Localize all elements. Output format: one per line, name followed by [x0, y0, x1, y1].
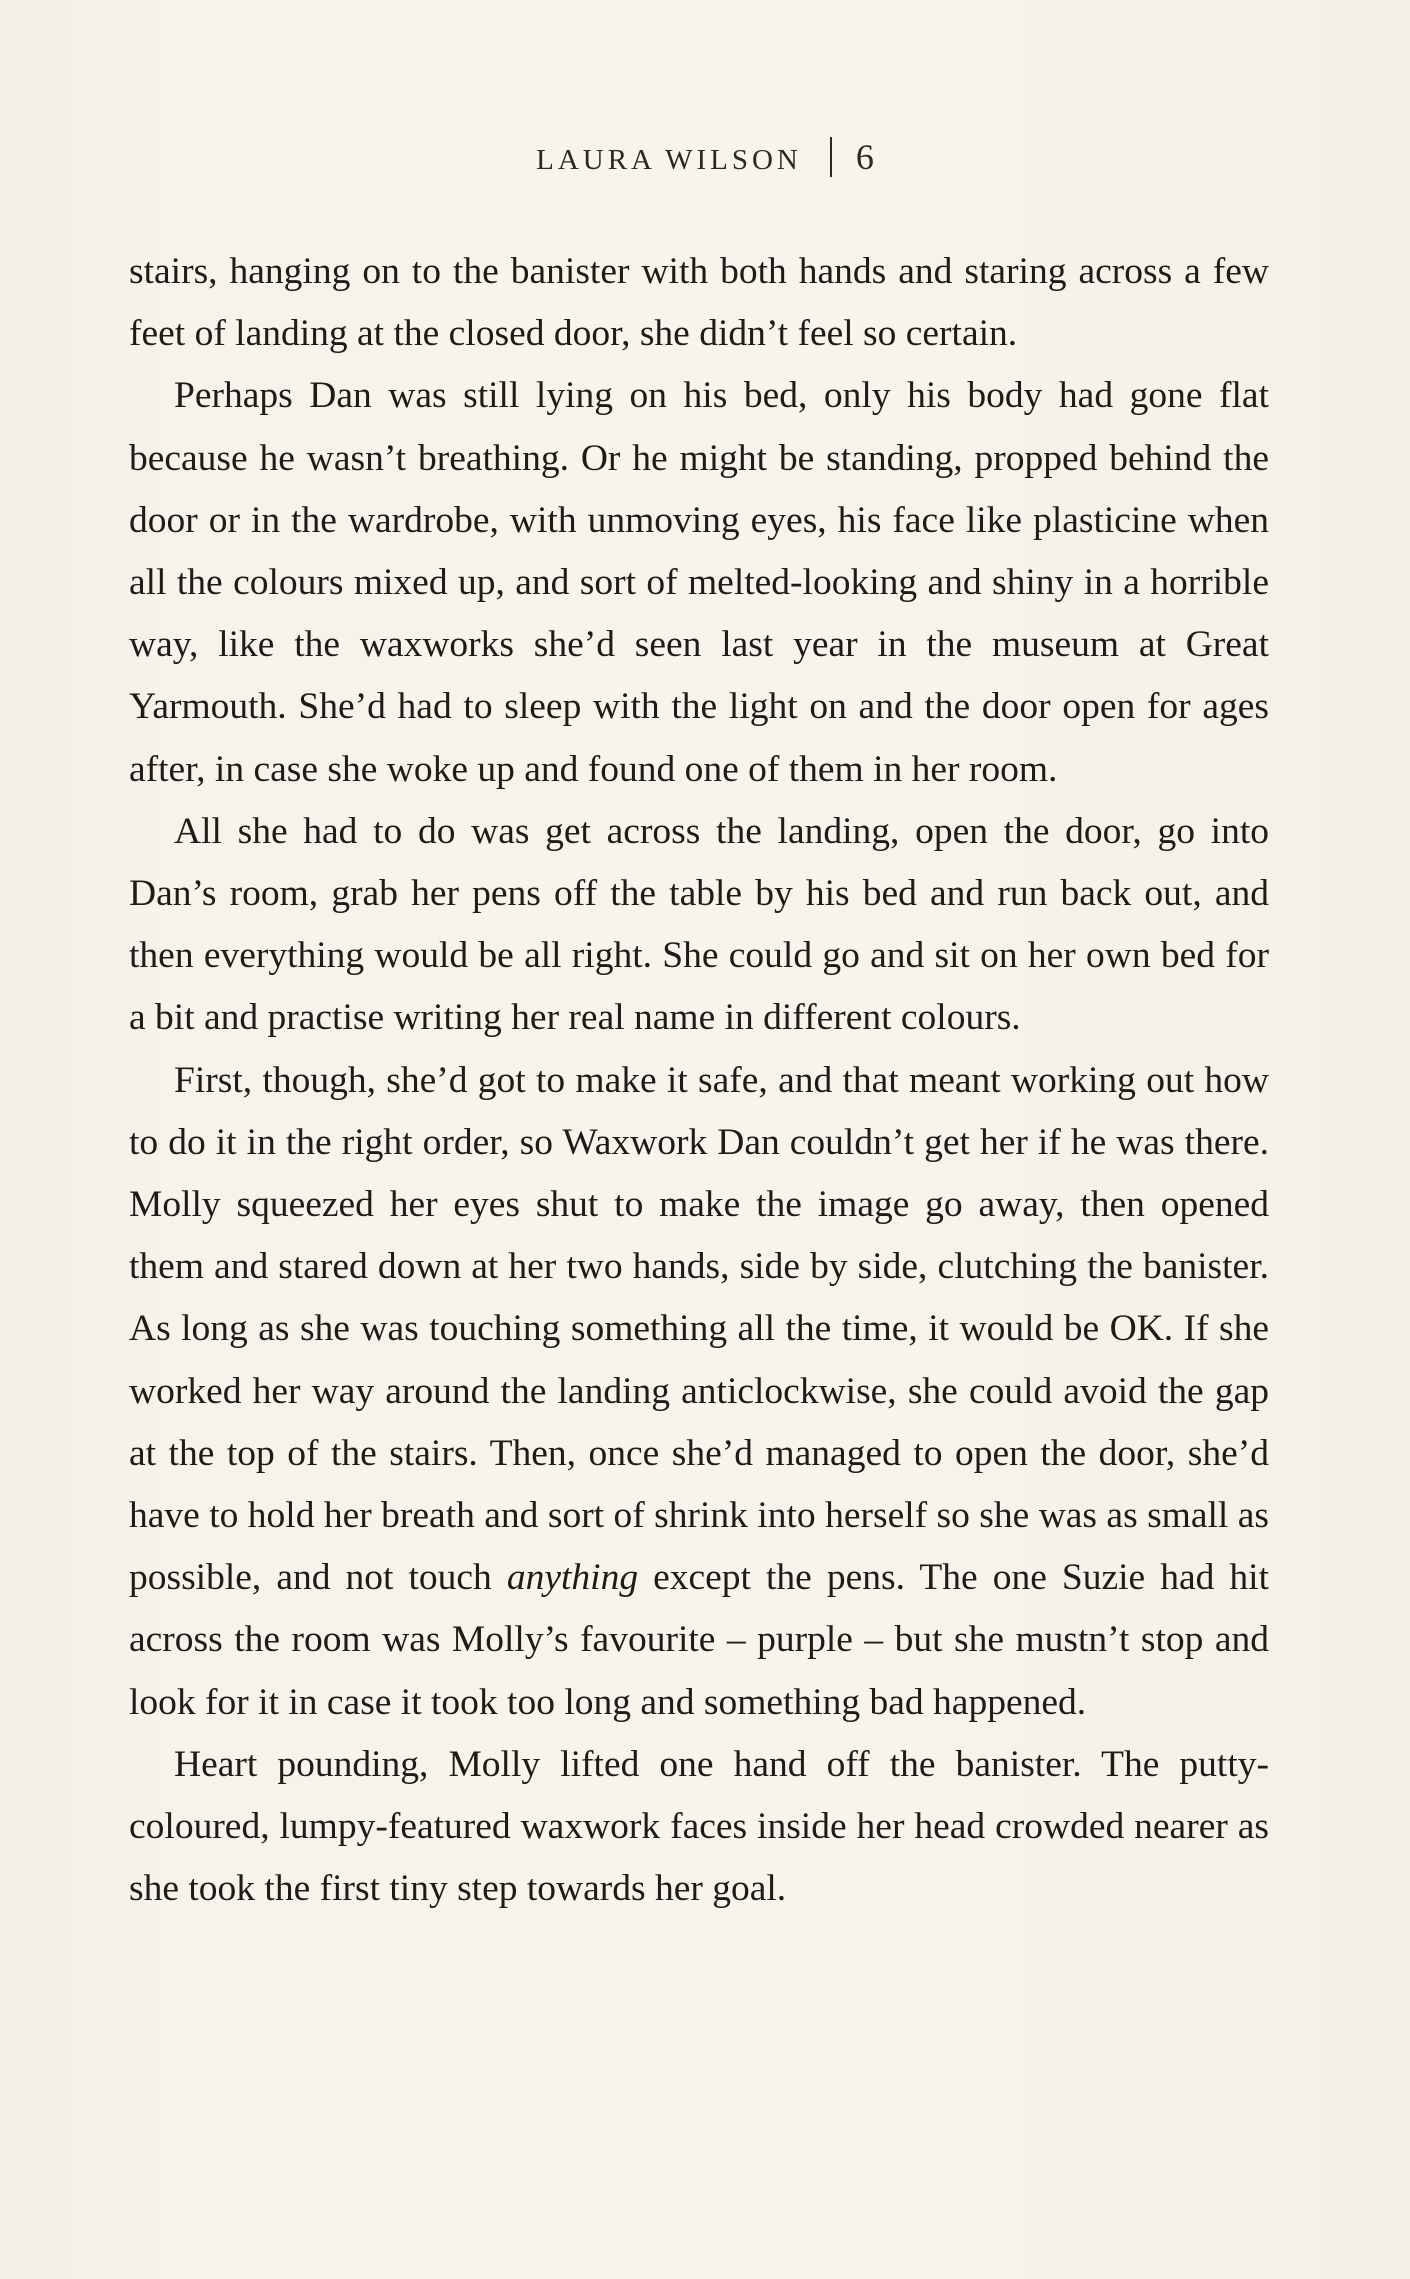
- paragraph-3: [129, 801, 1269, 1050]
- page-number: 6: [855, 137, 874, 177]
- paragraph-2: [129, 365, 1269, 800]
- paragraph-text: All she had to do was get across the landing, open the door, go into Dan’s room, grab her pens off the table by his bed and run back out, and then everything would be all right. She could go and sit on her own bed for a bit and practise writing her real name in different colours.: [129, 810, 1269, 1039]
- running-header: [0, 136, 1410, 178]
- paragraph-text-continued: except the pens. The one Suzie had hit across the room was Molly’s favourite – purple – but she mustn’t stop and look for it in case it took too long and something bad happened.: [129, 1557, 1270, 1723]
- paragraph-text: Heart pounding, Molly lifted one hand off the banister. The putty-coloured, lumpy-featured waxwork faces inside her head crowded nearer as she took the first tiny step towards her goal.: [129, 1743, 1269, 1910]
- paragraph-1: [129, 241, 1269, 365]
- paragraph-text: First, though, she’d got to make it safe, and that meant working out how to do it in the right order, so Waxwork Dan couldn’t get her if he was there. Molly squeezed her eyes shut to make the image go away, then opened them and stared down at her two hands, side by side, clutching the banister. As long as she was touching something all the time, it would be OK. If she worked her way around the landing anticlockwise, she could avoid the gap at the top of the stairs. Then, once she’d managed to open the door, she’d have to hold her breath and sort of shrink into herself so she was as small as possible, and not touch: [129, 1059, 1269, 1599]
- paragraph-5: [129, 1734, 1269, 1921]
- body-text: [129, 241, 1269, 1920]
- emphasized-word: anything: [506, 1557, 639, 1599]
- author-name: LAURA WILSON: [536, 144, 802, 176]
- paragraph-4: [129, 1050, 1269, 1734]
- header-separator: [830, 137, 832, 177]
- paragraph-text: Perhaps Dan was still lying on his bed, only his body had gone flat because he wasn’t breathing. Or he might be standing, propped behind the door or in the wardrobe, with unmoving eyes, his face like plasticine when all the colours mixed up, and sort of melted-looking and shiny in a horrible way, like the waxworks she’d seen last year in the museum at Great Yarmouth. She’d had to sleep with the light on and the door open for ages after, in case she woke up and found one of them in her room.: [129, 375, 1269, 790]
- paragraph-text: stairs, hanging on to the banister with both hands and staring across a few feet of landing at the closed door, she didn’t feel so certain.: [129, 251, 1269, 355]
